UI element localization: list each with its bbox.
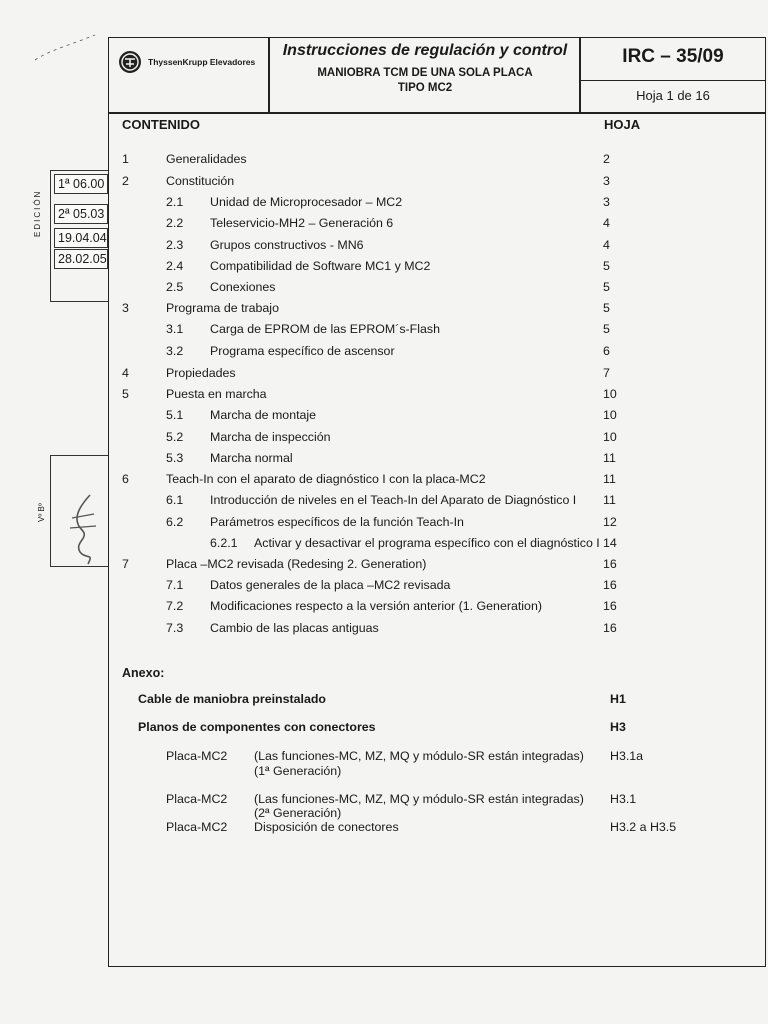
- annex-row-ref: H3.1: [610, 792, 637, 806]
- toc-title: Parámetros específicos de la función Teach-In: [210, 515, 464, 529]
- header-divider-mid: [579, 80, 766, 81]
- annex-row-ref: H3.1a: [610, 749, 644, 763]
- toc-title: Conexiones: [210, 280, 276, 294]
- toc-title: Programa de trabajo: [166, 301, 279, 315]
- toc-row: [0, 152, 768, 172]
- toc-page: 3: [603, 195, 610, 209]
- toc-row: [0, 621, 768, 641]
- toc-title: Placa –MC2 revisada (Redesing 2. Generation): [166, 557, 427, 571]
- toc-title: Marcha de montaje: [210, 408, 317, 422]
- toc-title: Teach-In con el aparato de diagnóstico I con la placa-MC2: [166, 472, 486, 486]
- subtitle-line-1: MANIOBRA TCM DE UNA SOLA PLACA: [317, 67, 533, 79]
- toc-number: 7.1: [166, 578, 184, 592]
- annex-row-ref: H3.2 a H3.5: [610, 820, 677, 834]
- toc-page: 6: [603, 344, 610, 358]
- toc-page: 10: [603, 408, 617, 422]
- toc-row: [0, 344, 768, 364]
- edition-entry: 28.02.05: [54, 249, 108, 269]
- document-title: Instrucciones de regulación y control: [282, 42, 568, 59]
- toc-number: 5: [122, 387, 129, 401]
- toc-title: Compatibilidad de Software MC1 y MC2: [210, 259, 431, 273]
- annex-row-name: Placa-MC2: [166, 749, 228, 763]
- toc-row: [0, 515, 768, 535]
- toc-number: 5.1: [166, 408, 184, 422]
- page-column-heading: HOJA: [604, 117, 641, 132]
- company-name: ThyssenKrupp Elevadores: [148, 57, 256, 67]
- header-bottom-rule: [108, 112, 766, 114]
- toc-title: Carga de EPROM de las EPROM´s-Flash: [210, 322, 440, 336]
- document-subtitle: [270, 66, 580, 96]
- toc-row: [0, 578, 768, 598]
- toc-title: Programa específico de ascensor: [210, 344, 395, 358]
- toc-number: 5.3: [166, 451, 184, 465]
- toc-title: Grupos constructivos - MN6: [210, 238, 364, 252]
- contents-heading: CONTENIDO: [122, 117, 200, 132]
- toc-number: 6: [122, 472, 129, 486]
- toc-title: Propiedades: [166, 366, 236, 380]
- toc-number: 5.2: [166, 430, 184, 444]
- toc-row: [0, 259, 768, 279]
- annex-row-desc2: (1ª Generación): [254, 764, 342, 778]
- toc-title: Teleservicio-MH2 – Generación 6: [210, 216, 394, 230]
- toc-row: [0, 195, 768, 215]
- scan-speck-decoration: [30, 30, 100, 70]
- toc-title: Activar y desactivar el programa específico con el diagnóstico I: [254, 536, 600, 550]
- annex-row-desc: (Las funciones-MC, MZ, MQ y módulo-SR están integradas): [254, 749, 584, 763]
- toc-page: 4: [603, 216, 610, 230]
- toc-page: 16: [603, 557, 617, 571]
- annex-row-name: Placa-MC2: [166, 820, 228, 834]
- annex-item-ref: H1: [610, 692, 626, 706]
- toc-page: 5: [603, 259, 610, 273]
- toc-number: 4: [122, 366, 129, 380]
- annex-item-text: Cable de maniobra preinstalado: [138, 692, 326, 706]
- toc-row: [0, 430, 768, 450]
- toc-page: 3: [603, 174, 610, 188]
- toc-title: Introducción de niveles en el Teach-In del Aparato de Diagnóstico I: [210, 493, 577, 507]
- toc-page: 12: [603, 515, 617, 529]
- toc-number: 6.2: [166, 515, 184, 529]
- toc-page: 7: [603, 366, 610, 380]
- edition-entry: 2ª 05.03: [54, 204, 108, 224]
- toc-number: 6.2.1: [210, 536, 238, 550]
- toc-number: 7: [122, 557, 129, 571]
- toc-row: [0, 280, 768, 300]
- toc-number: 2: [122, 174, 129, 188]
- subtitle-line-2: TIPO MC2: [397, 82, 453, 94]
- sheet-number: Hoja 1 de 16: [636, 88, 710, 103]
- toc-row: [0, 301, 768, 321]
- toc-page: 11: [603, 472, 616, 486]
- toc-title: Datos generales de la placa –MC2 revisada: [210, 578, 451, 592]
- annex-row-desc: (Las funciones-MC, MZ, MQ y módulo-SR están integradas): [254, 792, 584, 806]
- toc-page: 10: [603, 430, 617, 444]
- toc-number: 7.2: [166, 599, 184, 613]
- document-id: IRC – 35/09: [622, 46, 724, 67]
- toc-row: [0, 366, 768, 386]
- toc-row: [0, 238, 768, 258]
- toc-page: 16: [603, 578, 617, 592]
- annex-row-name: Placa-MC2: [166, 792, 228, 806]
- toc-number: 2.5: [166, 280, 184, 294]
- toc-page: 16: [603, 621, 617, 635]
- edition-entry: 19.04.04: [54, 228, 108, 248]
- toc-row: [0, 216, 768, 236]
- toc-title: Constitución: [166, 174, 235, 188]
- toc-title: Generalidades: [166, 152, 247, 166]
- edition-label: EDICIÓN: [33, 189, 42, 237]
- annex-heading: Anexo:: [122, 666, 165, 680]
- toc-number: 2.3: [166, 238, 184, 252]
- toc-page: 4: [603, 238, 610, 252]
- edition-entry: 1ª 06.00: [54, 174, 108, 194]
- toc-number: 7.3: [166, 621, 184, 635]
- toc-title: Modificaciones respecto a la versión anterior (1. Generation): [210, 599, 542, 613]
- toc-row: [0, 536, 768, 556]
- toc-page: 5: [603, 301, 610, 315]
- toc-page: 11: [603, 451, 616, 465]
- toc-title: Cambio de las placas antiguas: [210, 621, 379, 635]
- toc-row: [0, 493, 768, 513]
- toc-number: 1: [122, 152, 129, 166]
- toc-number: 3: [122, 301, 129, 315]
- toc-title: Unidad de Microprocesador – MC2: [210, 195, 403, 209]
- toc-row: [0, 322, 768, 342]
- annex-row-desc2: (2ª Generación): [254, 806, 342, 820]
- company-logo: [118, 50, 255, 74]
- toc-number: 6.1: [166, 493, 184, 507]
- toc-title: Marcha normal: [210, 451, 293, 465]
- toc-row: [0, 599, 768, 619]
- toc-number: 3.2: [166, 344, 184, 358]
- toc-row: [0, 174, 768, 194]
- approval-label: Vº Bº: [37, 503, 46, 522]
- toc-page: 10: [603, 387, 617, 401]
- thyssenkrupp-logo-icon: [118, 50, 142, 74]
- toc-row: [0, 472, 768, 492]
- toc-page: 5: [603, 322, 610, 336]
- annex-item-ref: H3: [610, 720, 626, 734]
- toc-page: 2: [603, 152, 610, 166]
- toc-row: [0, 557, 768, 577]
- toc-page: 14: [603, 536, 617, 550]
- toc-title: Puesta en marcha: [166, 387, 267, 401]
- toc-number: 2.1: [166, 195, 184, 209]
- toc-page: 5: [603, 280, 610, 294]
- toc-number: 2.2: [166, 216, 184, 230]
- annex-row-desc: Disposición de conectores: [254, 820, 399, 834]
- toc-number: 3.1: [166, 322, 184, 336]
- toc-row: [0, 451, 768, 471]
- signature-mark: [60, 490, 108, 570]
- toc-row: [0, 408, 768, 428]
- toc-page: 11: [603, 493, 616, 507]
- toc-page: 16: [603, 599, 617, 613]
- toc-title: Marcha de inspección: [210, 430, 331, 444]
- toc-number: 2.4: [166, 259, 184, 273]
- toc-row: [0, 387, 768, 407]
- annex-item-text: Planos de componentes con conectores: [138, 720, 376, 734]
